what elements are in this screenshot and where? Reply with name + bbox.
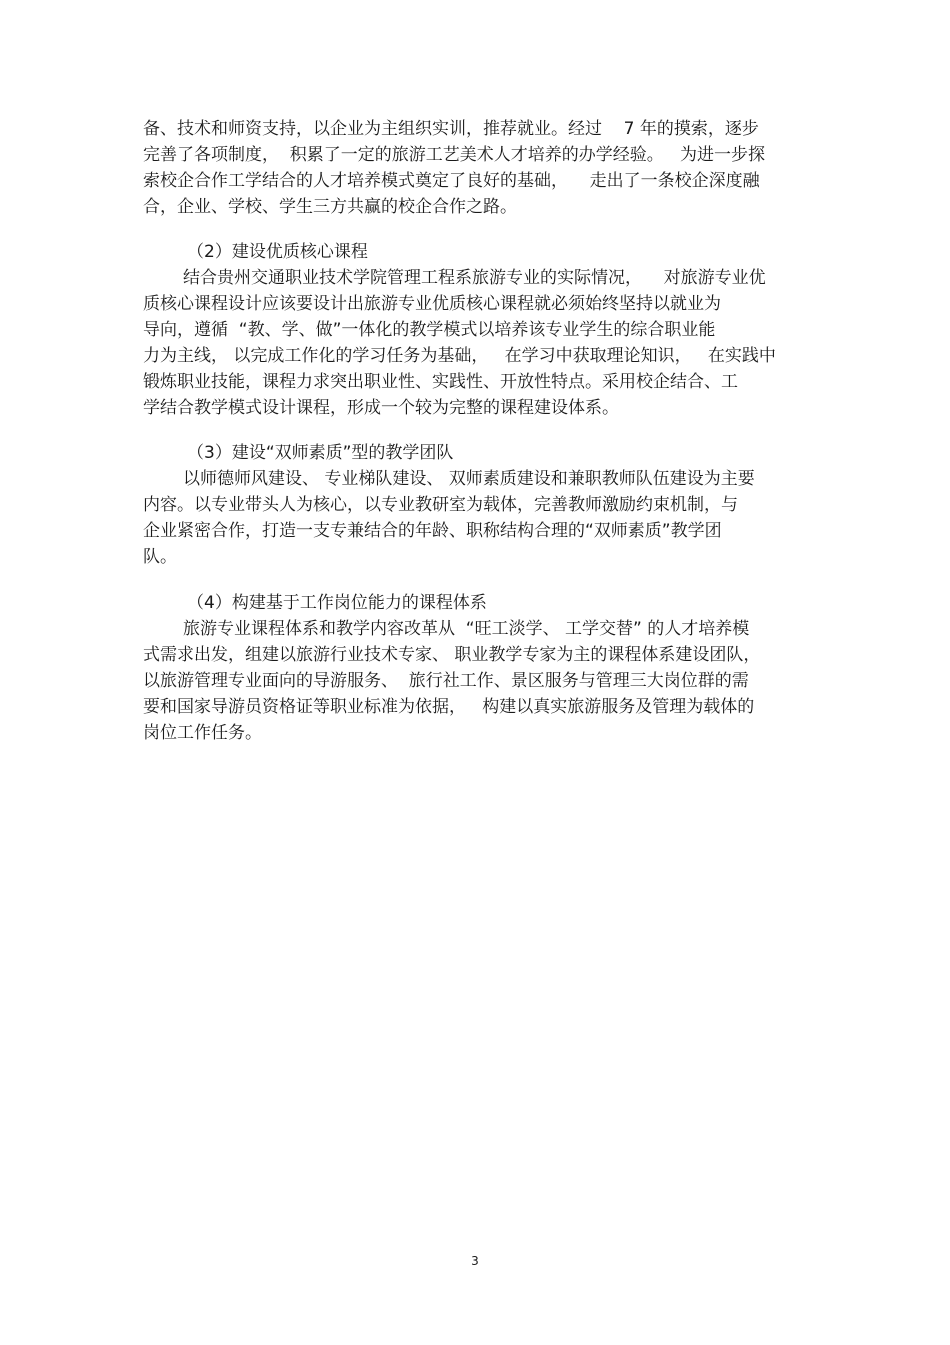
paragraph-1-line-2: 完善了各项制度， 积累了一定的旅游工艺美术人才培养的办学经验。 为进一步探 — [143, 145, 766, 165]
page-number: 3 — [471, 1254, 479, 1268]
section-4-line-2: 式需求出发，组建以旅游行业技术专家、 职业教学专家为主的课程体系建设团队， — [143, 645, 761, 665]
section-4-line-5: 岗位工作任务。 — [143, 723, 262, 743]
paragraph-1-line-3: 索校企合作工学结合的人才培养模式奠定了良好的基础， 走出了一条校企深度融 — [143, 171, 760, 191]
section-3-line-2: 内容。以专业带头人为核心，以专业教研室为载体，完善教师激励约束机制，与 — [143, 495, 738, 515]
section-2-line-1: 结合贵州交通职业技术学院管理工程系旅游专业的实际情况， 对旅游专业优 — [183, 268, 766, 288]
section-4-line-1: 旅游专业课程体系和教学内容改革从 “旺工淡学、 工学交替” 的人才培养模 — [183, 619, 750, 639]
section-2-line-4: 力为主线， 以完成工作化的学习任务为基础， 在学习中获取理论知识， 在实践中 — [143, 346, 776, 366]
section-2-line-6: 学结合教学模式设计课程，形成一个较为完整的课程建设体系。 — [143, 398, 619, 418]
paragraph-1-line-4: 合，企业、学校、学生三方共赢的校企合作之路。 — [143, 197, 517, 217]
section-2-line-2: 质核心课程设计应该要设计出旅游专业优质核心课程就必须始终坚持以就业为 — [143, 294, 721, 314]
section-2-line-3: 导向，遵循 “教、学、做”一体化的教学模式以培养该专业学生的综合职业能 — [143, 320, 716, 340]
section-3-line-1: 以师德师风建设、 专业梯队建设、 双师素质建设和兼职教师队伍建设为主要 — [183, 469, 755, 489]
section-2-line-5: 锻炼职业技能，课程力求突出职业性、实践性、开放性特点。采用校企结合、工 — [143, 372, 738, 392]
section-2-heading: （2）建设优质核心课程 — [187, 242, 368, 262]
section-4-line-3: 以旅游管理专业面向的导游服务、 旅行社工作、景区服务与管理三大岗位群的需 — [143, 671, 749, 691]
section-3-line-3: 企业紧密合作，打造一支专兼结合的年龄、职称结构合理的“双师素质”教学团 — [143, 521, 722, 541]
section-4-heading: （4）构建基于工作岗位能力的课程体系 — [187, 593, 487, 613]
section-3-heading: （3）建设“双师素质”型的教学团队 — [187, 443, 454, 463]
section-4-line-4: 要和国家导游员资格证等职业标准为依据， 构建以真实旅游服务及管理为载体的 — [143, 697, 755, 717]
section-3-line-4: 队。 — [143, 547, 177, 567]
paragraph-1-line-1: 备、技术和师资支持，以企业为主组织实训，推荐就业。经过 7 年的摸索，逐步 — [143, 119, 759, 139]
